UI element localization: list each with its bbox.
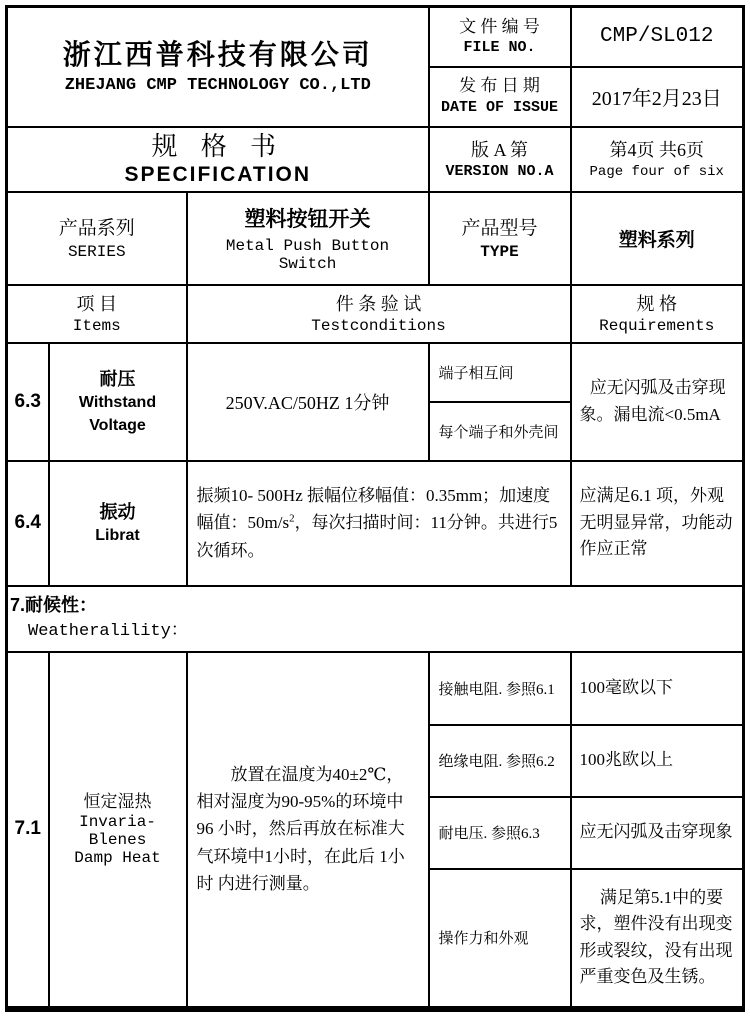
item-7-1-name-en1: Invaria-Blenes bbox=[79, 813, 156, 850]
type-value: 塑料系列 bbox=[618, 229, 695, 251]
doc-title-cn: 规 格 书 bbox=[151, 130, 284, 161]
file-no-label-en: FILE NO. bbox=[463, 39, 536, 57]
requirements-header-en: Requirements bbox=[599, 317, 715, 336]
requirements-header-cn: 规 格 bbox=[636, 293, 677, 314]
item-6-3-requirement: 应无闪弧及击穿现象。漏电流<0.5mA bbox=[571, 343, 744, 461]
item-7-1-requirement-2: 100兆欧以上 bbox=[571, 725, 744, 797]
company-cell bbox=[7, 7, 429, 127]
series-label-en: SERIES bbox=[67, 243, 126, 262]
series-label-cn: 产品系列 bbox=[58, 217, 135, 239]
type-label-en: TYPE bbox=[480, 243, 519, 262]
item-7-1-subcondition-1: 接触电阻. 参照6.1 bbox=[429, 652, 571, 725]
items-header-cn: 项 目 bbox=[76, 293, 117, 314]
section-7-title-en: Weatheralility： bbox=[28, 622, 188, 642]
item-7-1-requirement-3: 应无闪弧及击穿现象 bbox=[571, 797, 744, 869]
series-label-cell bbox=[7, 192, 187, 285]
item-6-4-number: 6.4 bbox=[7, 461, 49, 586]
item-6-3-name bbox=[49, 343, 187, 461]
item-6-3-number: 6.3 bbox=[7, 343, 49, 461]
superscript-2: 2 bbox=[289, 512, 295, 525]
item-6-3-name-en1: Withstand bbox=[78, 394, 157, 412]
issue-date-label-cn: 发 布 日 期 bbox=[459, 76, 540, 96]
page-number-en: Page four of six bbox=[589, 163, 724, 180]
series-value-en: Metal Push Button Switch bbox=[225, 236, 390, 273]
item-6-4-requirement: 应满足6.1 项，外观无明显异常，功能动作应正常 bbox=[571, 461, 744, 586]
item-7-1-subcondition-3: 耐电压. 参照6.3 bbox=[429, 797, 571, 869]
issue-date-value-cell bbox=[571, 67, 744, 127]
item-6-3-name-en2: Voltage bbox=[89, 416, 146, 434]
item-6-4-name-cn: 振动 bbox=[99, 501, 136, 522]
company-name-en: ZHEJANG CMP TECHNOLOGY CO.,LTD bbox=[64, 76, 371, 96]
version-cn: 版 A 第 bbox=[470, 139, 528, 160]
doc-title-en: SPECIFICATION bbox=[124, 163, 312, 187]
item-7-1-condition: 放置在温度为40±2℃，相对湿度为90-95%的环境中96 小时，然后再放在标准大气环境中1小时，在此后 1小时 内进行测量。 bbox=[187, 652, 429, 1009]
file-no-label-cn: 文 件 编 号 bbox=[459, 16, 540, 36]
section-7-title-cn: 7.耐候性： bbox=[10, 595, 98, 616]
type-label-cell bbox=[429, 192, 571, 285]
version-en: VERSION NO.A bbox=[445, 163, 554, 181]
version-cell bbox=[429, 127, 571, 192]
items-header-en: Items bbox=[72, 317, 121, 336]
file-no-label-cell bbox=[429, 7, 571, 67]
company-name-cn: 浙江西普科技有限公司 bbox=[62, 40, 373, 72]
col-header-conditions bbox=[187, 285, 571, 343]
item-6-3-subcondition-1: 端子相互间 bbox=[429, 343, 571, 402]
item-6-3-name-cn: 耐压 bbox=[99, 369, 136, 390]
col-header-items bbox=[7, 285, 187, 343]
type-value-cell bbox=[571, 192, 744, 285]
item-7-1-requirement-1: 100毫欧以下 bbox=[571, 652, 744, 725]
item-7-1-name-cn: 恒定湿热 bbox=[83, 791, 152, 811]
section-7-header bbox=[7, 586, 744, 652]
item-6-4-name-en: Librat bbox=[95, 526, 140, 544]
file-no-value: CMP/SL012 bbox=[600, 25, 714, 49]
doc-title-cell bbox=[7, 127, 429, 192]
page-number-cell bbox=[571, 127, 744, 192]
type-label-cn: 产品型号 bbox=[461, 217, 538, 239]
item-6-4-condition: 振频10- 500Hz 振幅位移幅值：0.35mm；加速度幅值：$50m/s^2$，每次扫描时间：11分钟。共进行5次循环。 bbox=[187, 461, 571, 586]
series-value-cell bbox=[187, 192, 429, 285]
issue-date-value: 2017年2月23日 bbox=[591, 88, 722, 110]
item-7-1-number: 7.1 bbox=[7, 652, 49, 1009]
col-header-requirements bbox=[571, 285, 744, 343]
item-7-1-subcondition-4: 操作力和外观 bbox=[429, 869, 571, 1009]
item-6-3-condition: 250V.AC/50HZ 1分钟 bbox=[187, 343, 429, 461]
item-7-1-subcondition-2: 绝缘电阻. 参照6.2 bbox=[429, 725, 571, 797]
item-6-4-name bbox=[49, 461, 187, 586]
conditions-header-cn: 件 条 验 试 bbox=[335, 293, 422, 314]
issue-date-label-en: DATE OF ISSUE bbox=[440, 99, 559, 117]
item-6-3-subcondition-2: 每个端子和外壳间 bbox=[429, 402, 571, 461]
issue-date-label-cell bbox=[429, 67, 571, 127]
item-7-1-requirement-4: 满足第5.1中的要求，塑件没有出现变形或裂纹，没有出现严重变色及生锈。 bbox=[571, 869, 744, 1009]
spec-table bbox=[5, 5, 745, 1012]
item-7-1-name-en2: Damp Heat bbox=[74, 849, 161, 868]
page-number-cn: 第4页 共6页 bbox=[609, 140, 704, 161]
series-value-cn: 塑料按钮开关 bbox=[244, 207, 371, 232]
conditions-header-en: Testconditions bbox=[311, 317, 446, 336]
file-no-value-cell bbox=[571, 7, 744, 67]
item-7-1-name bbox=[49, 652, 187, 1009]
